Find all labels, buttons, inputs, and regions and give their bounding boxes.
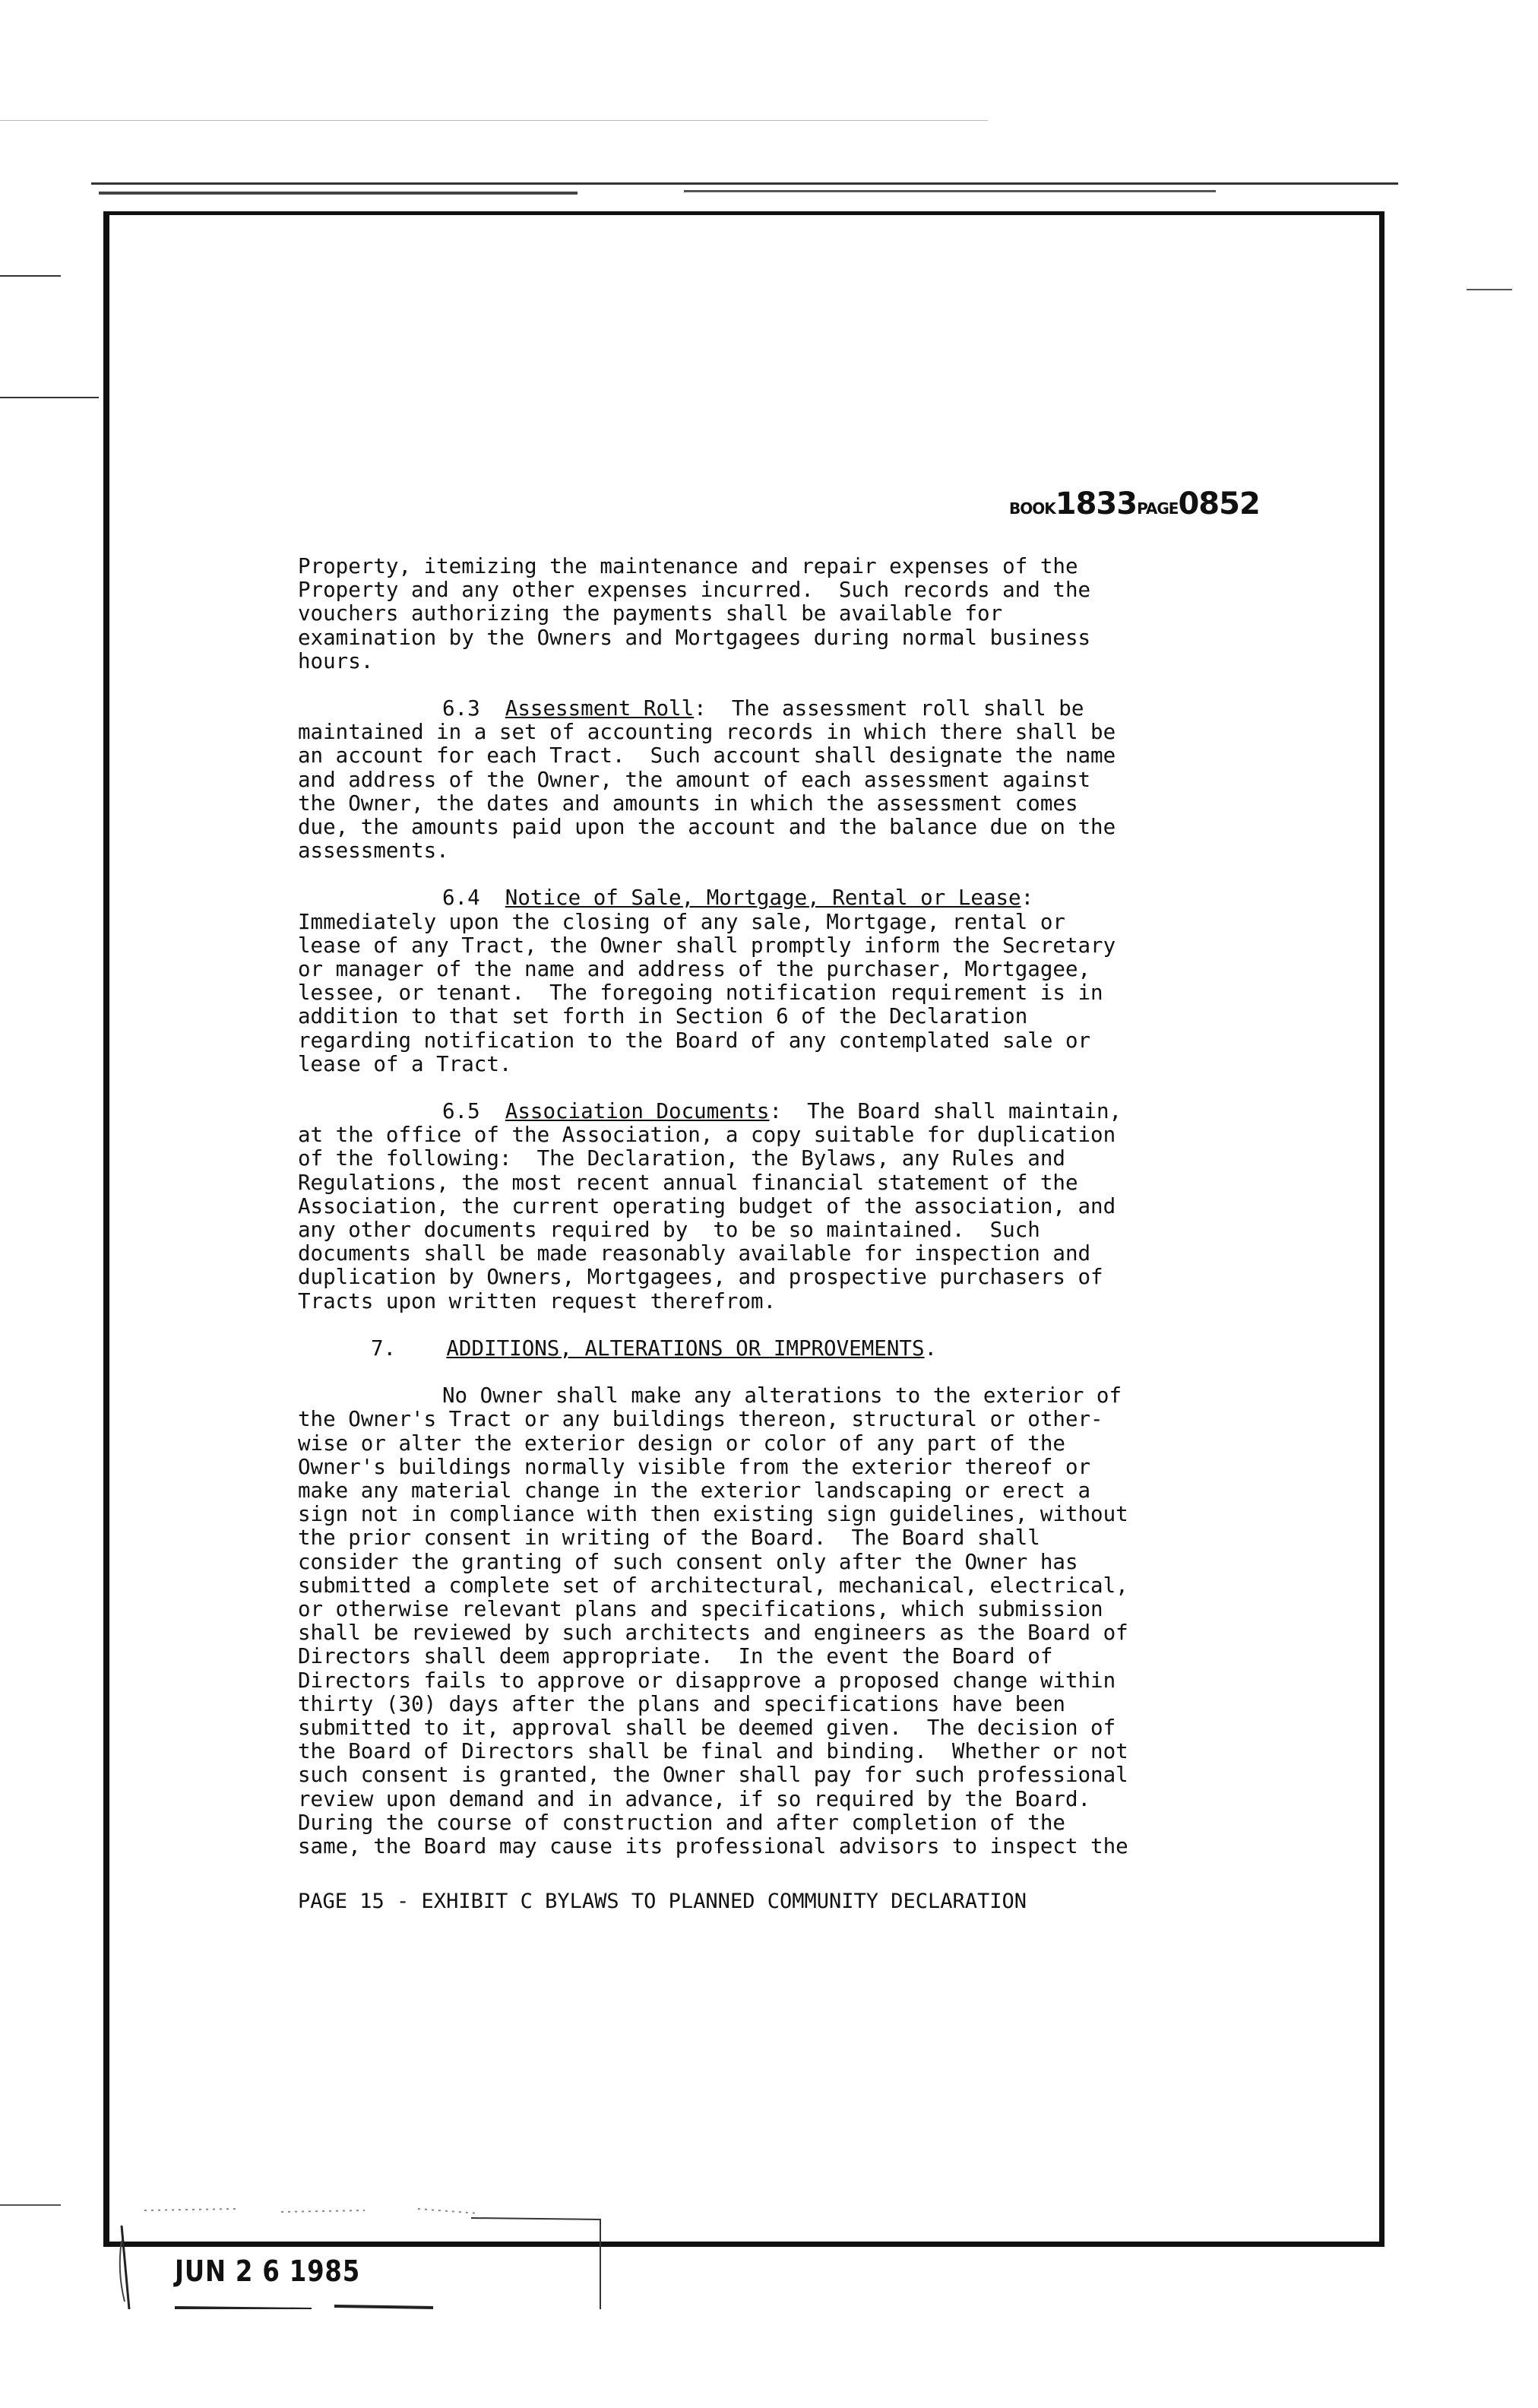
- line: or otherwise relevant plans and specifications, which submission: [298, 1596, 1103, 1621]
- line: Immediately upon the closing of any sale, Mortgage, rental or: [298, 909, 1065, 934]
- section-number: 6.5: [442, 1099, 480, 1124]
- line: review upon demand and in advance, if so required by the Board.: [298, 1786, 1091, 1811]
- section-title: Association Documents: [505, 1099, 770, 1124]
- line: documents shall be made reasonably available for inspection and: [298, 1241, 1091, 1266]
- section-title-end: .: [924, 1335, 938, 1361]
- scan-left-mark: [0, 275, 61, 277]
- section-title: Assessment Roll: [505, 696, 695, 721]
- line: same, the Board may cause its professional advisors to inspect the: [298, 1833, 1128, 1858]
- section-6-5: [298, 1100, 1248, 1313]
- line: the Owner's Tract or any buildings thereon, structural or other-: [298, 1407, 1103, 1432]
- scan-top-faint-line: [0, 120, 988, 121]
- line: Owner's buildings normally visible from the exterior thereof or: [298, 1454, 1091, 1479]
- scan-top-edge: [91, 182, 1398, 185]
- recording-stamp: [114, 2195, 608, 2309]
- book-label: BOOK: [1009, 499, 1055, 518]
- line: thirty (30) days after the plans and specifications have been: [298, 1691, 1065, 1716]
- line: Directors shall deem appropriate. In the event the Board of: [298, 1644, 1053, 1669]
- line: vouchers authorizing the payments shall be available for: [298, 601, 1003, 626]
- line: assessments.: [298, 838, 449, 863]
- line: due, the amounts paid upon the account and the balance due on the: [298, 815, 1116, 840]
- line: Tracts upon written request therefrom.: [298, 1288, 777, 1313]
- scan-left-mark-2: [0, 397, 99, 398]
- line: lease of any Tract, the Owner shall promptly inform the Secretary: [298, 933, 1116, 958]
- line: duplication by Owners, Mortgagees, and prospective purchasers of: [298, 1265, 1103, 1290]
- section-number: 6.3: [442, 696, 480, 721]
- line: sign not in compliance with then existing sign guidelines, without: [298, 1502, 1128, 1527]
- line: consider the granting of such consent only after the Owner has: [298, 1549, 1078, 1574]
- line: maintained in a set of accounting records in which there shall be: [298, 720, 1116, 745]
- section-7-body: [298, 1384, 1248, 1858]
- book-page-reference: [1009, 486, 1260, 521]
- line: an account for each Tract. Such account shall designate the name: [298, 743, 1116, 768]
- section-7-heading: [298, 1337, 1248, 1361]
- line: :: [1021, 886, 1034, 911]
- section-6-4: [298, 886, 1248, 1076]
- scan-top-streak: [99, 192, 578, 195]
- line: Regulations, the most recent annual financial statement of the: [298, 1170, 1078, 1195]
- scan-left-mark-3: [0, 2204, 61, 2206]
- line: or manager of the name and address of the purchaser, Mortgagee,: [298, 957, 1091, 982]
- line: Property and any other expenses incurred. Such records and the: [298, 578, 1091, 603]
- line: hours.: [298, 648, 374, 673]
- line: Directors fails to approve or disapprove a proposed change within: [298, 1668, 1116, 1693]
- line: of the following: The Declaration, the Bylaws, any Rules and: [298, 1146, 1065, 1171]
- line: submitted a complete set of architectural, mechanical, electrical,: [298, 1573, 1128, 1598]
- line: the prior consent in writing of the Board. The Board shall: [298, 1526, 1040, 1551]
- line: : The Board shall maintain,: [769, 1099, 1122, 1124]
- scan-top-streak-2: [684, 190, 1216, 192]
- line: Association, the current operating budget of the association, and: [298, 1193, 1116, 1218]
- section-title: Notice of Sale, Mortgage, Rental or Lease: [505, 886, 1021, 911]
- page-number: 0852: [1178, 486, 1260, 521]
- page-footer: PAGE 15 - EXHIBIT C BYLAWS TO PLANNED COMMUNITY DECLARATION: [298, 1890, 1027, 1913]
- line: No Owner shall make any alterations to the exterior of: [442, 1383, 1122, 1408]
- section-number: 6.4: [442, 886, 480, 911]
- line: and address of the Owner, the amount of each assessment against: [298, 767, 1091, 792]
- document-body: [298, 555, 1248, 1882]
- scan-right-mark: [1467, 289, 1512, 290]
- line: make any material change in the exterior landscaping or erect a: [298, 1478, 1091, 1503]
- line: : The assessment roll shall be: [694, 696, 1084, 721]
- line: the Board of Directors shall be final and binding. Whether or not: [298, 1739, 1128, 1764]
- section-title: ADDITIONS, ALTERATIONS OR IMPROVEMENTS: [446, 1335, 925, 1361]
- line: such consent is granted, the Owner shall pay for such professional: [298, 1763, 1128, 1788]
- line: During the course of construction and after completion of the: [298, 1810, 1065, 1835]
- book-number: 1833: [1055, 486, 1138, 521]
- line: submitted to it, approval shall be deemed given. The decision of: [298, 1715, 1116, 1740]
- line: wise or alter the exterior design or color of any part of the: [298, 1431, 1065, 1456]
- line: regarding notification to the Board of any contemplated sale or: [298, 1028, 1091, 1053]
- line: shall be reviewed by such architects and engineers as the Board of: [298, 1621, 1128, 1646]
- section-number: 7.: [371, 1335, 397, 1361]
- line: any other documents required by to be so maintained. Such: [298, 1218, 1040, 1243]
- stamp-date: JUN 2 6 1985: [175, 2254, 361, 2288]
- section-6-3: [298, 697, 1248, 863]
- line: lessee, or tenant. The foregoing notification requirement is in: [298, 981, 1103, 1006]
- page-label: PAGE: [1137, 499, 1179, 518]
- paragraph-continuation: [298, 555, 1248, 673]
- line: examination by the Owners and Mortgagees during normal business: [298, 625, 1091, 650]
- line: addition to that set forth in Section 6 of the Declaration: [298, 1004, 1028, 1029]
- line: the Owner, the dates and amounts in which the assessment comes: [298, 791, 1078, 816]
- line: Property, itemizing the maintenance and repair expenses of the: [298, 554, 1078, 578]
- line: at the office of the Association, a copy suitable for duplication: [298, 1123, 1116, 1148]
- line: lease of a Tract.: [298, 1051, 512, 1076]
